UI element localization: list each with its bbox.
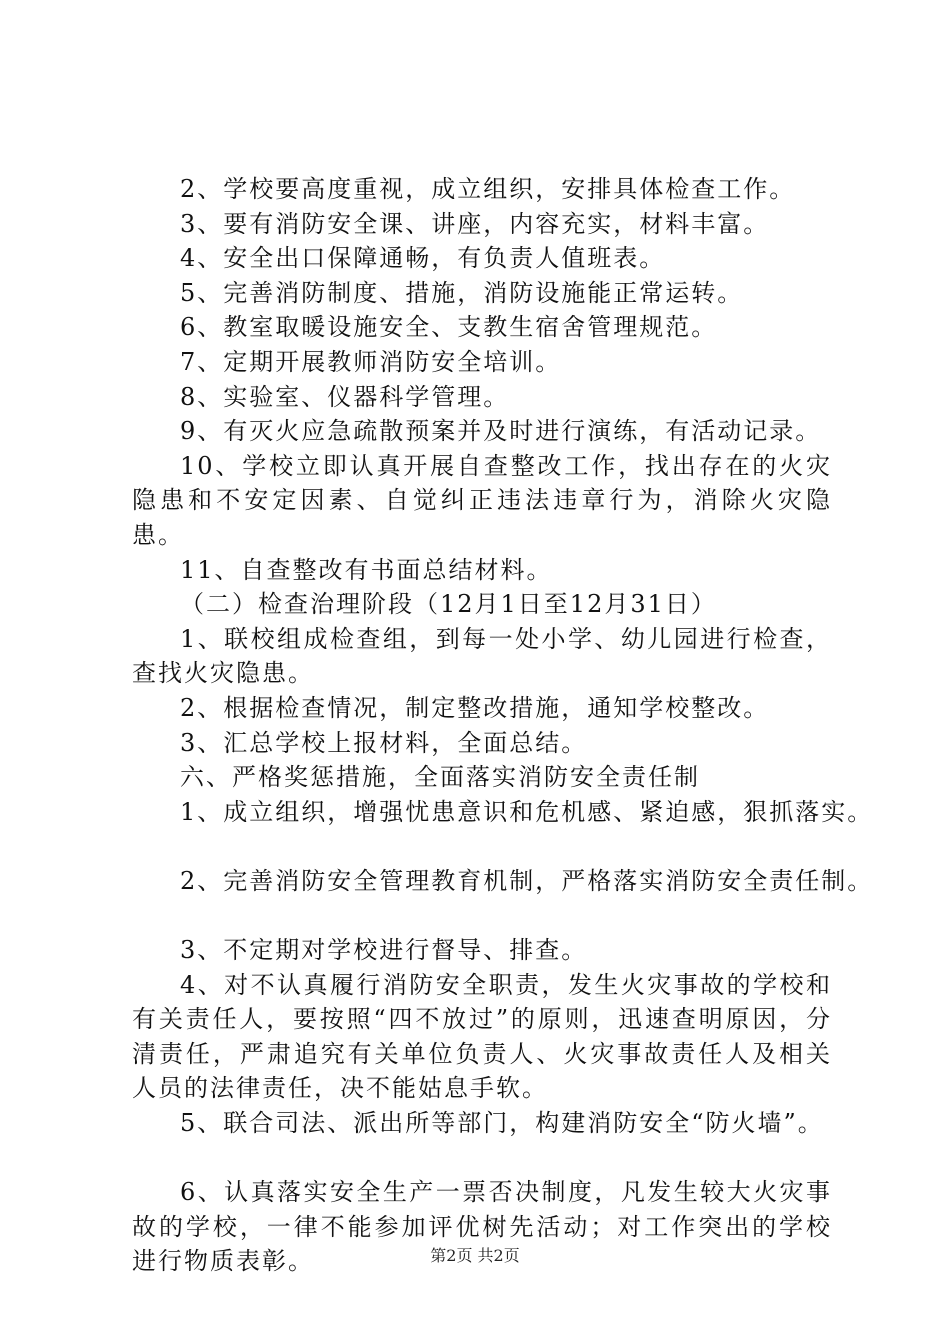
paragraph-rewards-3: 3、不定期对学校进行督导、排查。 [180,936,588,965]
paragraph-item-4: 4、安全出口保障通畅，有负责人值班表。 [180,244,666,273]
paragraph-item-3: 3、要有消防安全课、讲座，内容充实，材料丰富。 [180,209,770,238]
paragraph-rewards-6: 6、认真落实安全生产一票否决制度，凡发生较大火灾事故的学校，一律不能参加评优树先活动；对工作突出的学校进行物质表彰。 [132,1178,832,1276]
blank-line [132,829,832,864]
blank-line [132,1141,832,1176]
document-body [132,172,874,1279]
paragraph-item-7: 7、定期开展教师消防安全培训。 [180,347,562,376]
paragraph-rewards-5: 5、联合司法、派出所等部门，构建消防安全“防火墙”。 [180,1109,824,1138]
paragraph-rewards-4: 4、对不认真履行消防安全职责，发生火灾事故的学校和有关责任人，要按照“四不放过”的原则，迅速查明原因，分清责任，严肃追究有关单位负责人、火灾事故责任人及相关人员的法律责任，决不能姑息手软。 [132,970,832,1103]
paragraph-item-9: 9、有灭火应急疏散预案并及时进行演练，有活动记录。 [180,417,822,446]
paragraph-item-6: 6、教室取暖设施安全、支教生宿舍管理规范。 [180,313,718,342]
paragraph-item-5: 5、完善消防制度、措施，消防设施能正常运转。 [180,278,744,307]
section-heading-rewards-penalties: 六、严格奖惩措施，全面落实消防安全责任制 [180,763,700,792]
paragraph-item-11: 11、自查整改有书面总结材料。 [180,555,553,584]
paragraph-item-10: 10、学校立即认真开展自查整改工作，找出存在的火灾隐患和不安定因素、自觉纠正违法违章行为，消除火灾隐患。 [132,451,832,549]
section-heading-inspection-phase: （二）检查治理阶段（12月1日至12月31日） [180,590,717,619]
blank-line [132,898,832,933]
paragraph-item-8: 8、实验室、仪器科学管理。 [180,382,510,411]
paragraph-inspection-2: 2、根据检查情况，制定整改措施，通知学校整改。 [180,693,770,722]
paragraph-inspection-1: 1、联校组成检查组，到每一处小学、幼儿园进行检查，查找火灾隐患。 [132,624,832,688]
paragraph-rewards-1: 1、成立组织，增强忧患意识和危机感、紧迫感，狠抓落实。 [180,797,874,826]
paragraph-inspection-3: 3、汇总学校上报材料，全面总结。 [180,728,588,757]
paragraph-item-2: 2、学校要高度重视，成立组织，安排具体检查工作。 [180,175,796,203]
paragraph-rewards-2: 2、完善消防安全管理教育机制，严格落实消防安全责任制。 [180,866,874,895]
page-footer: 第2页 共2页 [430,1246,520,1265]
